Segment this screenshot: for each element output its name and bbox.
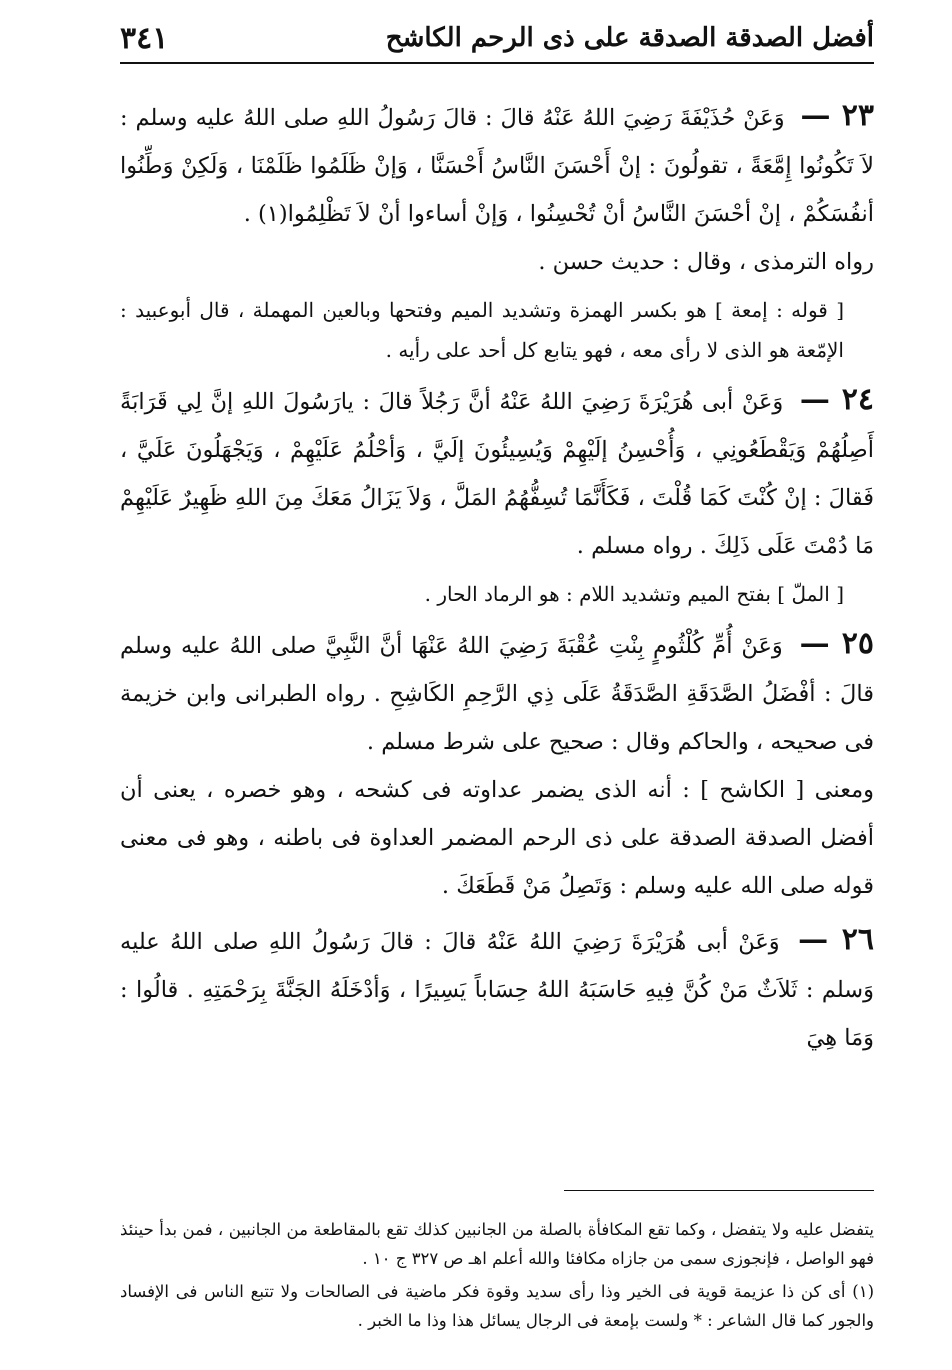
hadith-text: وَعَنْ أُمِّ كُلْثُومٍ بِنْتِ عُقْبَةَ رَضِيَ اللهُ عَنْهَا أنَّ النَّبِيَّ صلى اللهُ عليه وسلم قالَ : أفْضَلُ الصَّدَقَةِ الصَّدَقَةُ عَلَى ذِي الرَّحِمِ الكَاشِحِ . رواه الطبرانى وابن خزيمة فى صحيحه ، والحاكم وقال : صحيح على شرط مسلم . <box>120 633 874 755</box>
footnote-continuation: يتفضل عليه ولا يتفضل ، وكما تقع المكافأة بالصلة من الجانبين كذلك تقع بالمقاطعة من الجانبين ، فمن بدأ حينئذ فهو الواصل ، فإنجوزى سمى من جازاه مكافئا والله أعلم اهـ ص ٣٢٧ ج ١٠ . <box>120 1220 874 1268</box>
hadith-number: ٢٦ — <box>798 922 874 957</box>
header-divider <box>120 62 874 64</box>
hadith-text: وَعَنْ أبى هُرَيْرَةَ رَضِيَ اللهُ عَنْهُ أنَّ رَجُلاً قالَ : يارَسُولَ اللهِ إنَّ لِي قَرَابَةً أَصِلُهُمْ وَيَقْطَعُونِي ، وَأُحْسِنُ إلَيْهِمْ وَيُسِيئُونَ إلَيَّ ، وَأحْلُمُ عَلَيْهِمْ ، وَيَجْهَلُونَ عَلَيَّ ، فَقالَ : إنْ كُنْتَ كَمَا قُلْتَ ، فَكَأَنَّمَا تُسِفُّهُمُ المَلَّ ، وَلاَ يَزَالُ مَعَكَ مِنَ اللهِ ظَهِيرٌ عَلَيْهِمْ مَا دُمْتَ عَلَى ذَلِكَ . رواه مسلم . <box>120 389 874 559</box>
hadith-number: ٢٥ — <box>799 626 875 661</box>
footnote-1: (١) أى كن ذا عزيمة قوية فى الخير وذا رأى سديد وقوة فكر ماضية فى الصالحات ولا تتبع الناس فى الإفساد والجور كما قال الشاعر : * ولست بإمعة فى الرجال يسائل هذا وذا ما الخبر . <box>120 1282 874 1330</box>
hadith-text: وَعَنْ أبى هُرَيْرَةَ رَضِيَ اللهُ عَنْهُ قالَ : قالَ رَسُولُ اللهِ صلى اللهُ عليه وَسلم : ثَلاَثٌ مَنْ كُنَّ فِيهِ حَاسَبَهُ اللهُ حِسَاباً يَسِيرًا ، وَأدْخَلَهُ الجَنَّةَ بِرَحْمَتِهِ . قالُوا : وَمَا هِيَ <box>120 929 874 1051</box>
footnote-divider <box>564 1190 874 1191</box>
main-text <box>120 92 874 1062</box>
hadith-24 <box>120 376 874 570</box>
hadith-25 <box>120 620 874 766</box>
hadith-number: ٢٣ — <box>800 98 874 133</box>
hadith-narration: رواه الترمذى ، وقال : حديث حسن . <box>538 249 874 275</box>
footnotes <box>120 1215 874 1335</box>
page-title: أفضل الصدقة الصدقة على ذى الرحم الكاشح <box>385 23 874 53</box>
hadith-commentary: [ الملّ ] بفتح الميم وتشديد اللام : هو الرماد الحار . <box>424 582 844 606</box>
hadith-number: ٢٤ — <box>799 382 875 417</box>
page-header <box>120 18 874 58</box>
hadith-commentary: [ قوله : إمعة ] هو بكسر الهمزة وتشديد الميم وفتحها وبالعين المهملة ، قال أبوعبيد : الإمّعة هو الذى لا رأى معه ، فهو يتابع كل أحد على رأيه . <box>120 298 844 362</box>
hadith-26 <box>120 916 874 1062</box>
hadith-text: وَعَنْ حُذَيْفَةَ رَضِيَ اللهُ عَنْهُ قالَ : قالَ رَسُولُ اللهِ صلى اللهُ عليه وسلم : لاَ تَكُونُوا إِمَّعَةً ، تقولُونَ : إنْ أَحْسَنَ النَّاسُ أَحْسَنَّا ، وَإنْ ظَلَمُوا ظَلَمْنَا ، وَلَكِنْ وَطِّنُوا أنفُسَكُمْ ، إنْ أحْسَنَ النَّاسُ أنْ تُحْسِنُوا ، وَإنْ أساءوا أنْ لاَ تَظْلِمُوا(١) . <box>120 105 874 227</box>
hadith-commentary: ومعنى [ الكاشح ] : أنه الذى يضمر عداوته فى كشحه ، وهو خصره ، يعنى أن أفضل الصدقة الصدقة على ذى الرحم المضمر العداوة فى باطنه ، وهو فى معنى قوله صلى الله عليه وسلم : وَتَصِلُ مَنْ قَطَعَكَ . <box>120 777 874 899</box>
page-number: ٣٤١ <box>120 20 169 56</box>
hadith-23 <box>120 92 874 238</box>
